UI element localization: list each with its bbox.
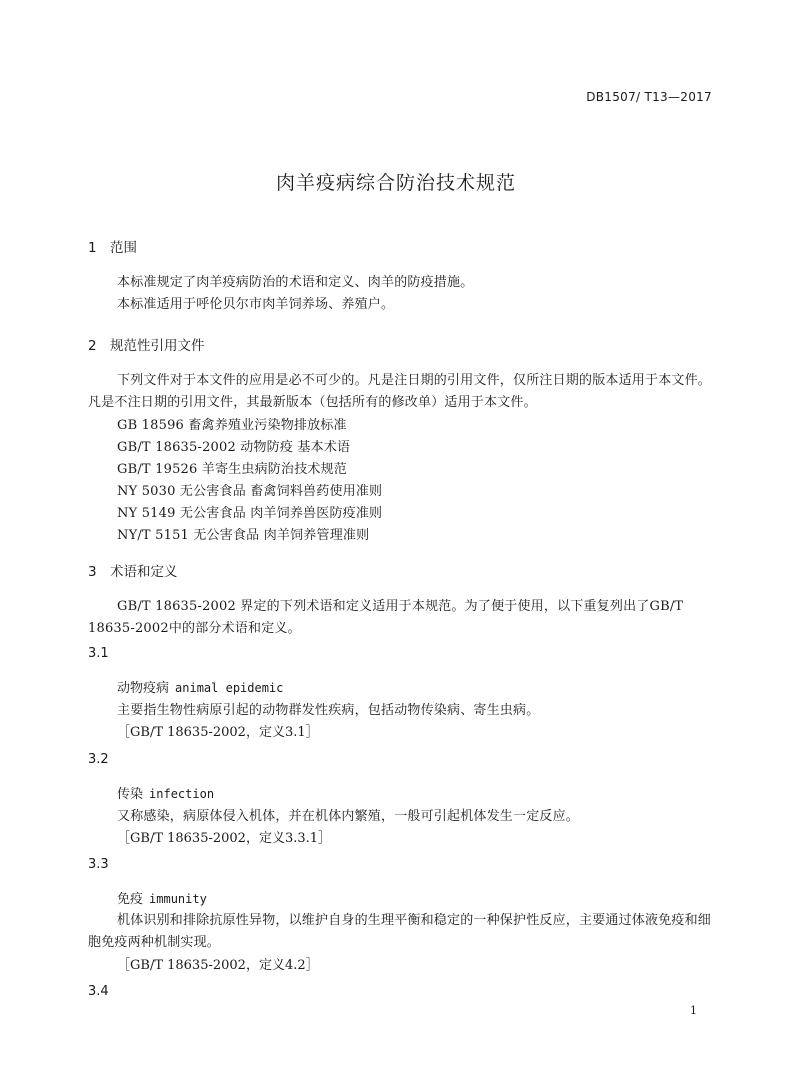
standard-code: DB1507/ T13—2017	[586, 90, 712, 104]
term-definition: 机体识别和排除抗原性异物，以维护自身的生理平衡和稳定的一种保护性反应，主要通过体液免疫和细胞免疫两种机制实现。	[88, 913, 712, 950]
term-number: 3.1	[88, 646, 109, 661]
section-2-heading	[88, 334, 205, 354]
term-number: 3.4	[88, 984, 109, 999]
section-1-para-2: 本标准适用于呼伦贝尔市肉羊饲养场、养殖户。	[117, 297, 395, 312]
section-1-para-1: 本标准规定了肉羊疫病防治的术语和定义、肉羊的防疫措施。	[117, 275, 474, 290]
section-title: 术语和定义	[110, 564, 178, 580]
term-definition: 又称感染，病原体侵入机体，并在机体内繁殖，一般可引起机体发生一定反应。	[117, 809, 580, 824]
page-number: 1	[690, 1004, 697, 1017]
section-3-intro: GB/T 18635-2002 界定的下列术语和定义适用于本规范。为了便于使用，以下重复列出了GB/T 18635-2002中的部分术语和定义。	[88, 599, 684, 636]
term-chinese: 动物疫病	[117, 681, 170, 696]
section-title: 范围	[110, 240, 137, 256]
term-heading	[117, 677, 283, 696]
term-heading	[117, 783, 214, 802]
term-heading	[117, 888, 207, 907]
section-title: 规范性引用文件	[110, 338, 205, 354]
term-english: infection	[149, 787, 215, 801]
reference-item: NY/T 5151 无公害食品 肉羊饲养管理准则	[117, 528, 370, 543]
term-chinese: 传染	[117, 787, 144, 802]
reference-item: GB/T 18635-2002 动物防疫 基本术语	[117, 440, 351, 455]
section-number: 2	[88, 338, 97, 354]
term-number: 3.3	[88, 857, 109, 872]
reference-item: NY 5149 无公害食品 肉羊饲养兽医防疫准则	[117, 506, 383, 521]
term-english: immunity	[149, 892, 207, 906]
term-source: ［GB/T 18635-2002，定义3.1］	[117, 725, 319, 740]
term-number: 3.2	[88, 752, 109, 767]
section-2-intro: 下列文件对于本文件的应用是必不可少的。凡是注日期的引用文件，仅所注日期的版本适用于本文件。凡是不注日期的引用文件，其最新版本（包括所有的修改单）适用于本文件。	[88, 373, 712, 410]
section-number: 1	[88, 240, 97, 256]
reference-item: NY 5030 无公害食品 畜禽饲料兽药使用准则	[117, 484, 383, 499]
term-definition: 主要指生物性病原引起的动物群发性疾病，包括动物传染病、寄生虫病。	[117, 703, 540, 718]
section-1-heading	[88, 236, 137, 256]
term-source: ［GB/T 18635-2002，定义3.3.1］	[117, 831, 332, 846]
term-english: animal epidemic	[175, 681, 284, 695]
reference-item: GB/T 19526 羊寄生虫病防治技术规范	[117, 462, 348, 477]
term-source: ［GB/T 18635-2002，定义4.2］	[117, 958, 319, 973]
document-title: 肉羊疫病综合防治技术规范	[275, 172, 516, 194]
reference-item: GB 18596 畜禽养殖业污染物排放标准	[117, 418, 347, 433]
section-number: 3	[88, 564, 97, 580]
section-3-heading	[88, 560, 178, 580]
term-chinese: 免疫	[117, 892, 144, 907]
